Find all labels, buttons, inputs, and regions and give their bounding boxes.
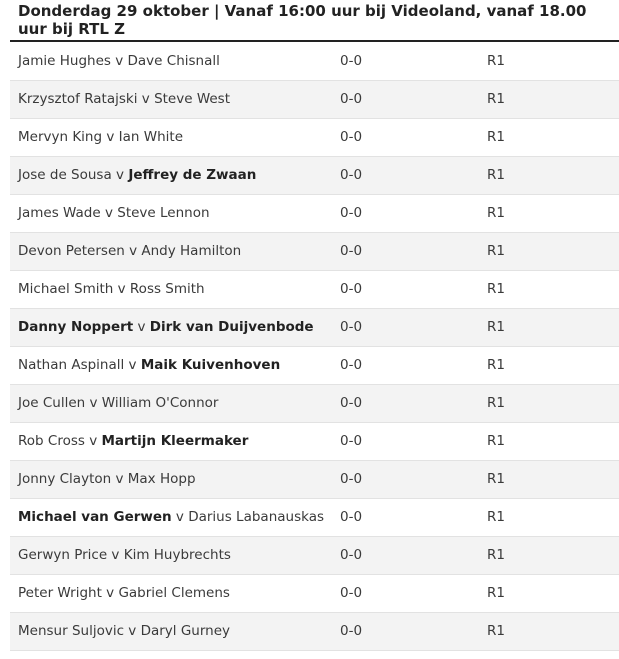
round-cell: R1 xyxy=(487,80,619,118)
round-cell: R1 xyxy=(487,232,619,270)
score-cell: 0-0 xyxy=(340,42,487,80)
score-cell: 0-0 xyxy=(340,194,487,232)
player-away: Dave Chisnall xyxy=(127,52,220,69)
match-row xyxy=(10,80,619,118)
match-cell xyxy=(10,232,340,270)
player-home: Mervyn King xyxy=(18,129,103,145)
player-home: Jose de Sousa xyxy=(18,167,112,183)
versus-separator: v xyxy=(133,319,150,335)
day-heading: Donderdag 29 oktober | Vanaf 16:00 uur bij Videoland, vanaf 18.00 uur bij RTL Z xyxy=(10,0,619,42)
player-away: Daryl Gurney xyxy=(140,623,231,639)
match-row xyxy=(10,346,619,384)
match-row xyxy=(10,574,619,612)
versus-separator: v xyxy=(171,509,189,525)
player-home: Devon Petersen xyxy=(18,243,125,259)
match-cell xyxy=(10,156,340,194)
player-home: James Wade xyxy=(18,205,101,221)
player-home: Danny Noppert xyxy=(18,319,134,335)
score-cell: 0-0 xyxy=(340,422,487,460)
match-row xyxy=(10,232,619,270)
round-cell: R1 xyxy=(487,42,619,80)
versus-separator: v xyxy=(111,471,128,487)
player-home: Michael van Gerwen xyxy=(18,509,172,525)
versus-separator: v xyxy=(113,281,130,297)
player-home: Jonny Clayton xyxy=(18,471,112,487)
player-away: Jeffrey de Zwaan xyxy=(128,167,257,183)
round-cell: R1 xyxy=(487,346,619,384)
player-home: Nathan Aspinall xyxy=(18,357,125,373)
versus-separator: v xyxy=(124,243,142,259)
round-cell: R1 xyxy=(487,536,619,574)
versus-separator: v xyxy=(100,205,118,221)
versus-separator: v xyxy=(111,167,129,183)
match-cell xyxy=(10,612,340,650)
score-cell: 0-0 xyxy=(340,574,487,612)
player-away: Dirk van Duijvenbode xyxy=(149,319,314,335)
player-away: Steve West xyxy=(154,91,231,107)
player-away: Kim Huybrechts xyxy=(123,547,231,563)
player-home: Jamie Hughes xyxy=(18,52,111,69)
round-cell: R1 xyxy=(487,384,619,422)
match-cell xyxy=(10,42,340,80)
player-away: Ian White xyxy=(118,129,183,145)
score-cell: 0-0 xyxy=(340,118,487,156)
round-cell: R1 xyxy=(487,460,619,498)
score-cell: 0-0 xyxy=(340,232,487,270)
round-cell: R1 xyxy=(487,194,619,232)
round-cell: R1 xyxy=(487,422,619,460)
score-cell: 0-0 xyxy=(340,384,487,422)
match-cell xyxy=(10,384,340,422)
player-home: Mensur Suljovic xyxy=(18,623,124,639)
player-away: Darius Labanauskas xyxy=(188,509,324,525)
round-cell: R1 xyxy=(487,118,619,156)
versus-separator: v xyxy=(124,623,141,639)
player-home: Peter Wright xyxy=(18,585,102,601)
versus-separator: v xyxy=(85,395,102,411)
match-cell xyxy=(10,574,340,612)
score-cell: 0-0 xyxy=(340,612,487,650)
match-cell xyxy=(10,536,340,574)
score-cell: 0-0 xyxy=(340,498,487,536)
match-cell xyxy=(10,308,340,346)
versus-separator: v xyxy=(137,91,155,107)
round-cell: R1 xyxy=(487,156,619,194)
player-away: Martijn Kleermaker xyxy=(101,433,249,449)
matches-table xyxy=(10,42,619,651)
player-away: Ross Smith xyxy=(129,281,205,297)
score-cell: 0-0 xyxy=(340,80,487,118)
match-row xyxy=(10,194,619,232)
versus-separator: v xyxy=(84,433,102,449)
match-cell xyxy=(10,346,340,384)
match-row xyxy=(10,118,619,156)
match-cell xyxy=(10,80,340,118)
matches-table-body xyxy=(10,42,619,650)
match-cell xyxy=(10,422,340,460)
round-cell: R1 xyxy=(487,498,619,536)
match-cell xyxy=(10,270,340,308)
match-cell xyxy=(10,498,340,536)
round-cell: R1 xyxy=(487,308,619,346)
player-home: Rob Cross xyxy=(18,433,85,449)
score-cell: 0-0 xyxy=(340,308,487,346)
player-home: Krzysztof Ratajski xyxy=(18,91,138,107)
round-cell: R1 xyxy=(487,574,619,612)
match-row xyxy=(10,384,619,422)
match-cell xyxy=(10,460,340,498)
score-cell: 0-0 xyxy=(340,460,487,498)
round-cell: R1 xyxy=(487,270,619,308)
player-away: Steve Lennon xyxy=(117,205,210,221)
player-home: Gerwyn Price xyxy=(18,547,108,563)
score-cell: 0-0 xyxy=(340,270,487,308)
versus-separator: v xyxy=(102,129,119,145)
match-row xyxy=(10,308,619,346)
versus-separator: v xyxy=(107,547,124,563)
match-row xyxy=(10,156,619,194)
versus-separator: v xyxy=(110,52,128,69)
player-home: Joe Cullen xyxy=(18,395,86,411)
player-away: Max Hopp xyxy=(127,471,196,487)
score-cell: 0-0 xyxy=(340,536,487,574)
match-cell xyxy=(10,118,340,156)
match-row xyxy=(10,270,619,308)
player-away: William O'Connor xyxy=(101,395,219,411)
match-row xyxy=(10,460,619,498)
match-cell xyxy=(10,194,340,232)
match-row xyxy=(10,536,619,574)
match-row xyxy=(10,422,619,460)
versus-separator: v xyxy=(101,585,119,601)
match-row xyxy=(10,498,619,536)
versus-separator: v xyxy=(124,357,141,373)
player-away: Maik Kuivenhoven xyxy=(140,357,281,373)
round-cell: R1 xyxy=(487,612,619,650)
player-home: Michael Smith xyxy=(18,281,114,297)
player-away: Andy Hamilton xyxy=(141,243,242,259)
score-cell: 0-0 xyxy=(340,346,487,384)
score-cell: 0-0 xyxy=(340,156,487,194)
player-away: Gabriel Clemens xyxy=(118,585,230,601)
match-row xyxy=(10,612,619,650)
match-row xyxy=(10,42,619,80)
